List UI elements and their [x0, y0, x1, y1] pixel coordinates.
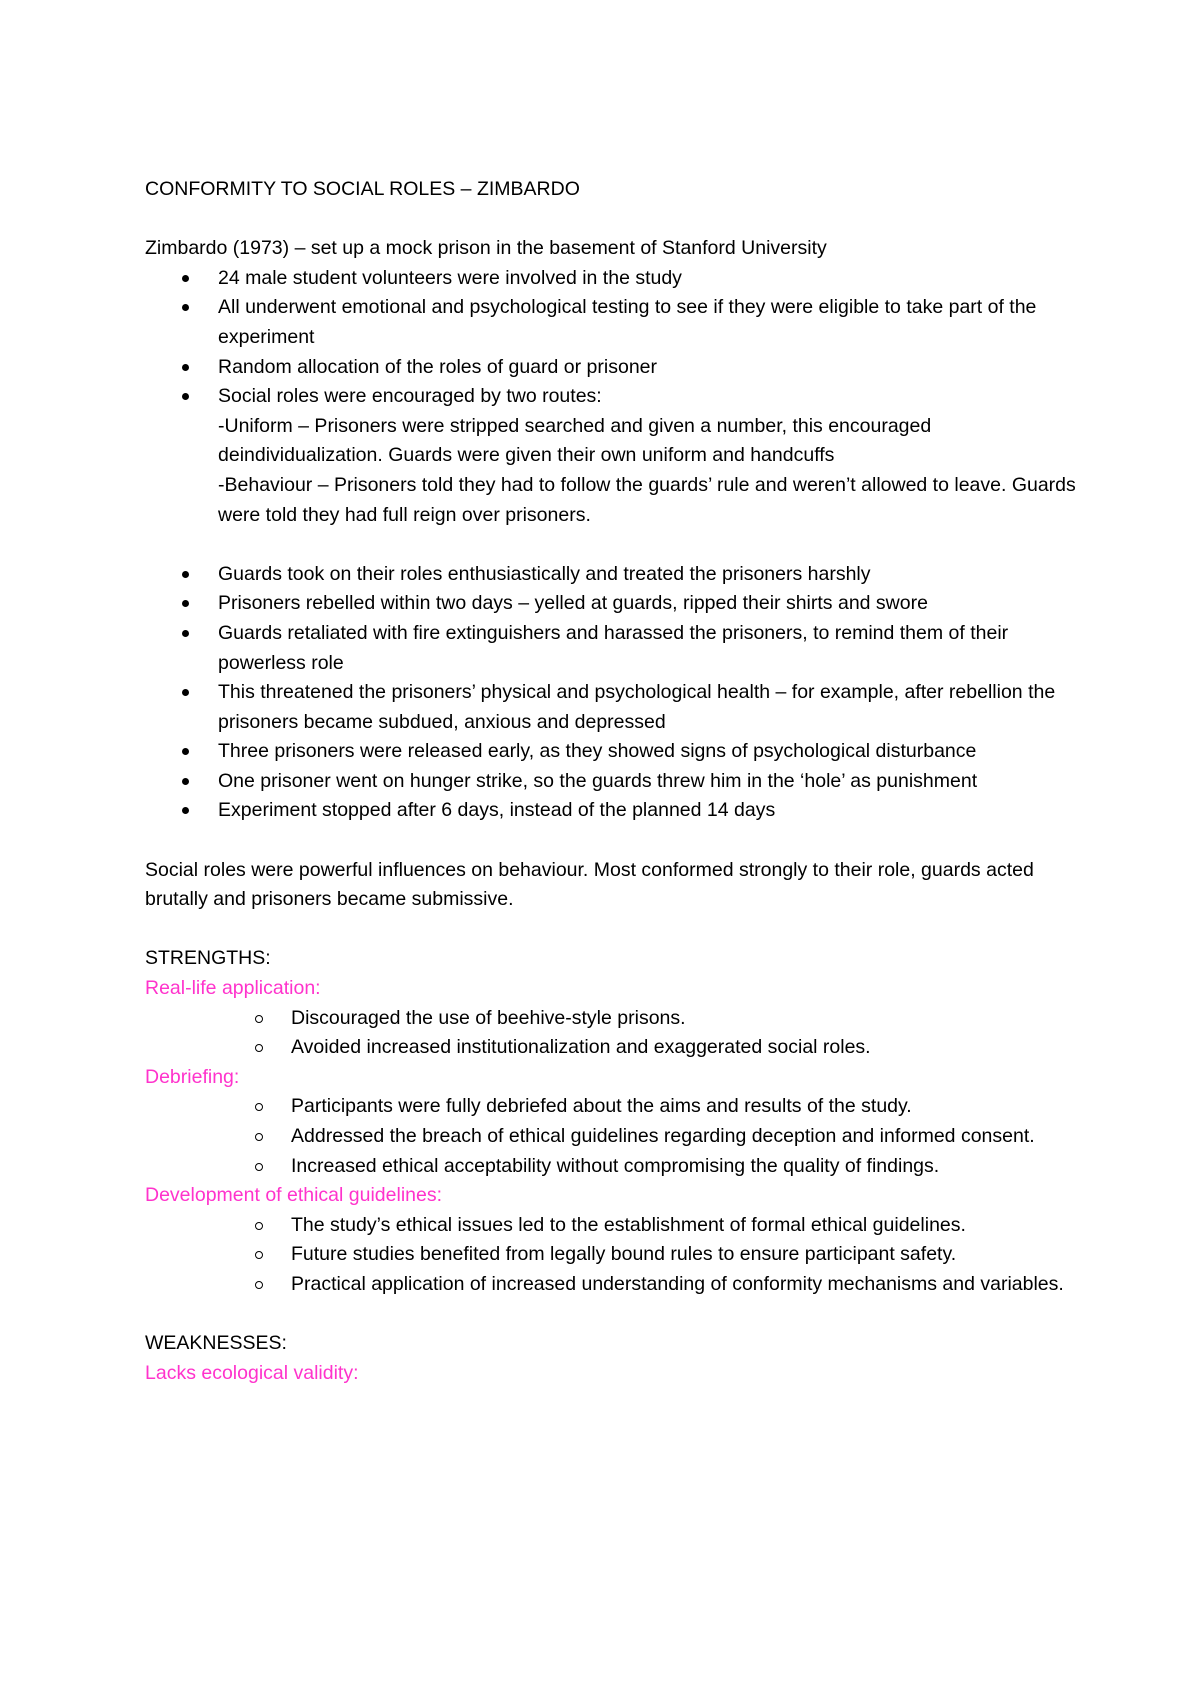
list-item: 24 male student volunteers were involved in the study [218, 264, 1085, 294]
procedure-bullet-list [145, 264, 1085, 530]
list-item: This threatened the prisoners’ physical and psychological health – for example, after rebellion the prisoners became subdued, anxious and depressed [218, 678, 1085, 737]
strength-heading-real-life: Real-life application: [145, 977, 321, 1000]
circle-bullet-icon [255, 1222, 263, 1230]
list-item: The study’s ethical issues led to the establishment of formal ethical guidelines. [291, 1211, 1085, 1241]
intro-paragraph: Zimbardo (1973) – set up a mock prison in the basement of Stanford University [145, 237, 827, 260]
spacer [145, 826, 1085, 856]
circle-bullet-icon [255, 1281, 263, 1289]
document-title: CONFORMITY TO SOCIAL ROLES – ZIMBARDO [145, 178, 580, 200]
circle-bullet-icon [255, 1251, 263, 1259]
bullet-icon [182, 393, 189, 400]
list-item: Avoided increased institutionalization and exaggerated social roles. [291, 1033, 1085, 1063]
list-item: Prisoners rebelled within two days – yelled at guards, ripped their shirts and swore [218, 589, 1085, 619]
list-item: Guards retaliated with fire extinguishers and harassed the prisoners, to remind them of their powerless role [218, 619, 1085, 678]
bullet-icon [182, 600, 189, 607]
document-page [145, 175, 1085, 1388]
circle-bullet-icon [255, 1163, 263, 1171]
list-item: Guards took on their roles enthusiastically and treated the prisoners harshly [218, 560, 1085, 590]
list-item: All underwent emotional and psychological testing to see if they were eligible to take part of the experiment [218, 293, 1085, 352]
weaknesses-label: WEAKNESSES: [145, 1332, 287, 1355]
spacer [145, 1300, 1085, 1330]
bullet-icon [182, 275, 189, 282]
circle-bullet-icon [255, 1103, 263, 1111]
bullet-icon [182, 807, 189, 814]
list-item: Future studies benefited from legally bound rules to ensure participant safety. [291, 1240, 1085, 1270]
list-item: Participants were fully debriefed about the aims and results of the study. [291, 1092, 1085, 1122]
list-item: Experiment stopped after 6 days, instead of the planned 14 days [218, 796, 1085, 826]
strength-list-ethical-guidelines [145, 1211, 1085, 1300]
bullet-icon [182, 571, 189, 578]
strength-heading-ethical-guidelines: Development of ethical guidelines: [145, 1184, 443, 1207]
conclusion-paragraph: Social roles were powerful influences on behaviour. Most conformed strongly to their role, guards acted brutally and prisoners became submissive. [145, 858, 1034, 911]
bullet-icon [182, 748, 189, 755]
spacer [145, 530, 1085, 560]
circle-bullet-icon [255, 1015, 263, 1023]
list-item: Three prisoners were released early, as they showed signs of psychological disturbance [218, 737, 1085, 767]
list-item: Discouraged the use of beehive-style prisons. [291, 1004, 1085, 1034]
uniform-route-text: -Uniform – Prisoners were stripped searched and given a number, this encouraged deindividualization. Guards were given their own uniform and handcuffs [218, 414, 932, 467]
spacer [145, 915, 1085, 945]
strength-list-real-life [145, 1004, 1085, 1063]
findings-bullet-list [145, 560, 1085, 826]
bullet-icon [182, 364, 189, 371]
list-item: Random allocation of the roles of guard or prisoner [218, 353, 1085, 383]
bullet-icon [182, 778, 189, 785]
list-item: One prisoner went on hunger strike, so the guards threw him in the ‘hole’ as punishment [218, 767, 1085, 797]
list-item: Practical application of increased understanding of conformity mechanisms and variables. [291, 1270, 1085, 1300]
weakness-heading-ecological-validity: Lacks ecological validity: [145, 1361, 359, 1384]
list-item: Increased ethical acceptability without compromising the quality of findings. [291, 1152, 1085, 1182]
strength-list-debriefing [145, 1092, 1085, 1181]
bullet-icon [182, 689, 189, 696]
bullet-icon [182, 304, 189, 311]
list-item: Addressed the breach of ethical guidelines regarding deception and informed consent. [291, 1122, 1085, 1152]
circle-bullet-icon [255, 1044, 263, 1052]
strengths-label: STRENGTHS: [145, 947, 271, 970]
strength-heading-debriefing: Debriefing: [145, 1065, 240, 1088]
behaviour-route-text: -Behaviour – Prisoners told they had to follow the guards’ rule and weren’t allowed to leave. Guards were told they had full reign over prisoners. [218, 473, 1076, 526]
bullet-icon [182, 630, 189, 637]
list-item: Social roles were encouraged by two routes: -Uniform – Prisoners were stripped searched and given a number, this encouraged deindividualization. Guards were given their own uniform and handcuffs -Behaviour – Prisoners told they had to follow the guards’ rule and weren’t allowed to leave. Guards were told they had full reign over prisoners. [218, 382, 1085, 530]
circle-bullet-icon [255, 1133, 263, 1141]
